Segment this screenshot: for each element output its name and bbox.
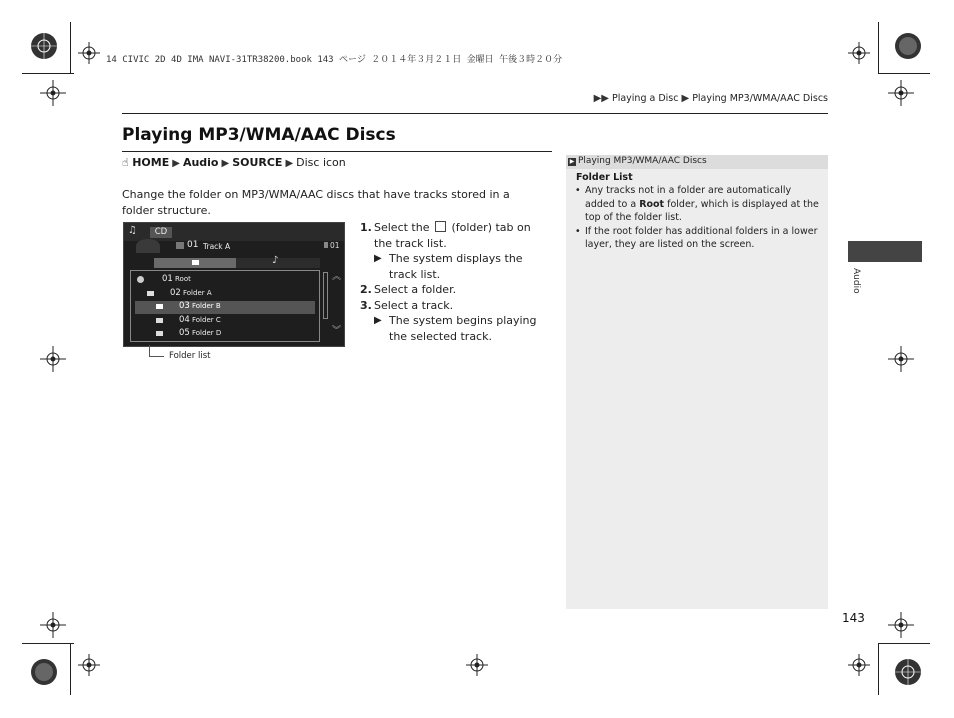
navigation-path	[122, 156, 346, 169]
disc-icon	[137, 276, 144, 283]
list-item-number: 01	[162, 274, 173, 284]
list-item[interactable]	[135, 274, 315, 287]
registration-target-icon	[892, 30, 924, 62]
step-2	[360, 282, 550, 298]
bullet-icon: •	[575, 225, 581, 237]
section-tab-text: Audio	[851, 268, 861, 294]
list-item[interactable]	[135, 288, 315, 301]
folder-icon	[156, 304, 163, 309]
step-3-result	[360, 313, 550, 344]
crosshair-icon	[40, 80, 66, 106]
callout-leader	[149, 356, 164, 357]
bullet-text: Any tracks not in a folder are automatically added to a	[585, 185, 792, 210]
step-1	[360, 220, 550, 251]
crosshair-icon	[848, 654, 870, 676]
track-icon	[176, 242, 184, 249]
sidebar-header-text: Playing MP3/WMA/AAC Discs	[578, 156, 707, 166]
arrow-icon: ▶	[221, 158, 230, 169]
scroll-up-icon[interactable]: ︽	[332, 272, 342, 282]
list-item-number: 05	[179, 328, 190, 338]
music-note-icon: ♪	[272, 255, 279, 266]
nav-audio: Audio	[182, 156, 219, 169]
step-number: 1.	[360, 221, 372, 234]
breadcrumb	[591, 93, 828, 104]
double-arrow-icon: ▶▶	[593, 93, 609, 104]
now-playing-number: 01	[187, 240, 199, 250]
bullet-text: folder, which is displayed at the top of the folder list.	[585, 198, 819, 223]
print-header: 14 CIVIC 2D 4D IMA NAVI-31TR38200.book 143 ページ ２０１４年３月２１日 金曜日 午後３時２０分	[106, 55, 563, 65]
reference-arrow-icon: ▶	[569, 158, 575, 165]
list-item[interactable]	[135, 315, 315, 328]
registration-target-icon	[892, 656, 924, 688]
nav-source: SOURCE	[232, 156, 283, 169]
step-text: Select a folder.	[374, 283, 457, 296]
registration-target-icon	[28, 656, 60, 688]
music-note-icon: ♫	[128, 225, 137, 236]
crosshair-icon	[888, 612, 914, 638]
page-title: Playing MP3/WMA/AAC Discs	[122, 125, 396, 145]
crosshair-icon	[40, 612, 66, 638]
source-cd-badge: CD	[150, 227, 172, 238]
step-result-text: The system displays the track list.	[389, 252, 523, 281]
tab-tracks[interactable]	[236, 255, 320, 268]
callout-folder-list: Folder list	[169, 351, 211, 361]
step-number: 2.	[360, 283, 372, 296]
tab-folder[interactable]	[154, 258, 236, 268]
step-3	[360, 298, 550, 314]
list-item-name: Folder A	[183, 289, 212, 297]
steps-list	[360, 220, 550, 344]
step-text: Select the	[374, 221, 430, 234]
now-playing-track: Track A	[203, 242, 231, 251]
title-rule	[122, 151, 552, 152]
hand-pointer-icon: ☝	[122, 156, 129, 169]
crosshair-icon	[78, 42, 100, 64]
folder-icon	[156, 331, 163, 336]
bullet-text: If the root folder has additional folders in a lower layer, they are listed on the screen.	[585, 225, 818, 250]
folder-icon	[192, 260, 199, 265]
bullet-bold-text: Root	[639, 198, 665, 210]
section-tab	[848, 241, 922, 262]
arrow-icon: ▶	[374, 315, 382, 326]
folder-tab-icon	[435, 221, 446, 232]
list-item-number: 02	[170, 288, 181, 298]
step-1-result	[360, 251, 550, 282]
folder-list	[130, 270, 320, 342]
list-item-selected[interactable]	[135, 301, 315, 314]
page-number: 143	[842, 611, 865, 625]
disc-graphic	[136, 239, 160, 253]
arrow-icon: ▶	[681, 93, 690, 104]
sidebar-subheading: Folder List	[576, 172, 633, 183]
crosshair-icon	[888, 80, 914, 106]
list-item-name: Folder C	[192, 316, 221, 324]
list-item-number: 04	[179, 315, 190, 325]
audio-screen-illustration	[123, 222, 345, 347]
breadcrumb-item: Playing MP3/WMA/AAC Discs	[692, 93, 828, 104]
arrow-icon: ▶	[285, 158, 294, 169]
nav-disc-icon-label: Disc icon	[296, 156, 346, 169]
crosshair-icon	[40, 346, 66, 372]
sidebar-header	[566, 155, 828, 169]
arrow-icon: ▶	[172, 158, 180, 169]
sidebar-bullet	[574, 225, 820, 252]
nav-home: HOME	[132, 156, 170, 169]
right-track-number: 01	[330, 241, 340, 250]
breadcrumb-item: Playing a Disc	[611, 93, 679, 104]
scrollbar[interactable]	[323, 272, 328, 319]
list-item[interactable]	[135, 328, 315, 341]
sidebar-bullet	[574, 184, 820, 225]
scroll-down-icon[interactable]: ︾	[332, 326, 342, 336]
step-text: Select a track.	[374, 298, 454, 312]
crosshair-icon	[466, 654, 488, 676]
header-rule	[122, 113, 828, 114]
intro-paragraph: Change the folder on MP3/WMA/AAC discs that have tracks stored in a folder structure.	[122, 188, 510, 217]
crosshair-icon	[78, 654, 100, 676]
list-item-name: Folder B	[192, 302, 221, 310]
folder-icon	[156, 318, 163, 323]
crosshair-icon	[848, 42, 870, 64]
section-tab-label	[843, 266, 867, 306]
progress-marker	[324, 242, 328, 248]
sidebar-bullets	[574, 184, 820, 252]
list-item-name: Folder D	[192, 329, 222, 337]
step-text: (folder) tab on the track list.	[374, 221, 531, 250]
registration-target-icon	[28, 30, 60, 62]
bullet-icon: •	[575, 185, 581, 196]
crosshair-icon	[888, 346, 914, 372]
step-result-text: The system begins playing the selected track.	[389, 314, 537, 343]
list-item-number: 03	[179, 301, 190, 311]
list-item-name: Root	[175, 275, 191, 283]
arrow-icon: ▶	[374, 253, 382, 264]
step-number: 3.	[360, 298, 372, 312]
folder-icon	[147, 291, 154, 296]
